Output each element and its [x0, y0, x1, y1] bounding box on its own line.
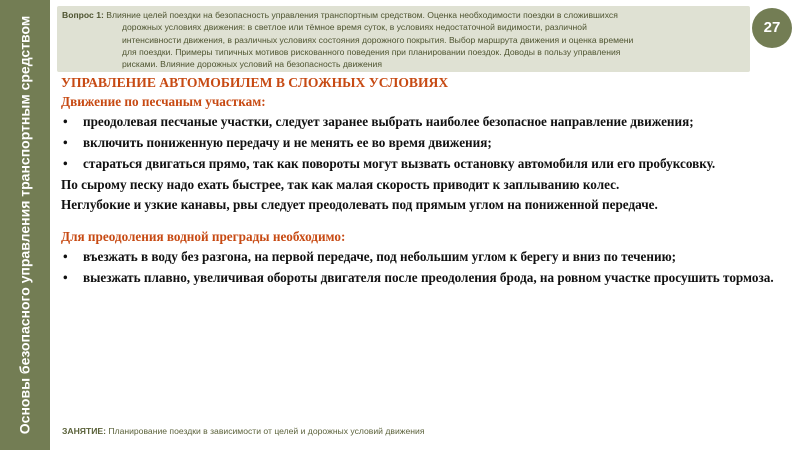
lesson-label: ЗАНЯТИЕ: — [62, 426, 106, 436]
question-line: для поездки. Примеры типичных мотивов рискованного поведения при планировании поездок. Доводы в пользу управления — [122, 46, 621, 57]
main-title: УПРАВЛЕНИЕ АВТОМОБИЛЕМ В СЛОЖНЫХ УСЛОВИЯХ — [61, 75, 449, 90]
lesson-title: Планирование поездки в зависимости от целей и дорожных условий движения — [106, 426, 425, 436]
sand-list — [61, 112, 779, 174]
question-line: рисками. Влияние дорожных условий на безопасность движения — [122, 59, 382, 70]
ditch-paragraph: Неглубокие и узкие канавы, рвы следует преодолевать под прямым углом на пониженной передаче. — [61, 197, 658, 212]
question-line: интенсивности движения, в различных условиях состояния дорожного покрытия. Выбор маршрута движения и оценка времени — [122, 34, 634, 45]
question-first-line: Влияние целей поездки на безопасность управления транспортным средством. Оценка необходимости поездки в сложившихся — [103, 10, 618, 20]
water-heading: Для преодоления водной преграды необходимо: — [61, 229, 346, 244]
sidebar-title: Основы безопасного управления транспортным средством — [16, 15, 33, 435]
water-list — [61, 247, 779, 288]
question-line: дорожных условиях движения: в светлое или тёмное время суток, в условиях недостаточной видимости, различной — [122, 22, 587, 33]
sand-heading: Движение по песчаным участкам: — [61, 94, 266, 109]
question-text — [62, 9, 746, 70]
question-label: Вопрос 1: — [62, 10, 104, 20]
list-item: • стараться двигаться прямо, так как повороты могут вызвать остановку автомобиля или его пробуксовку. — [61, 154, 779, 174]
page-number-badge: 27 — [752, 8, 792, 48]
wet-sand-paragraph: По сырому песку надо ехать быстрее, так как малая скорость приводит к заплыванию колес. — [61, 177, 620, 192]
list-item: • выезжать плавно, увеличивая обороты двигателя после преодоления брода, на ровном участке просушить тормоза. — [61, 268, 779, 288]
list-item: • преодолевая песчаные участки, следует заранее выбрать наиболее безопасное направление движения; — [61, 112, 779, 132]
list-item: • въезжать в воду без разгона, на первой передаче, под небольшим углом к берегу и вниз по течению; — [61, 247, 779, 267]
list-item: • включить пониженную передачу и не менять ее во время движения; — [61, 133, 779, 153]
spacer — [61, 215, 779, 227]
slide-content — [61, 74, 779, 289]
lesson-footer — [62, 426, 424, 436]
sidebar — [0, 0, 50, 450]
